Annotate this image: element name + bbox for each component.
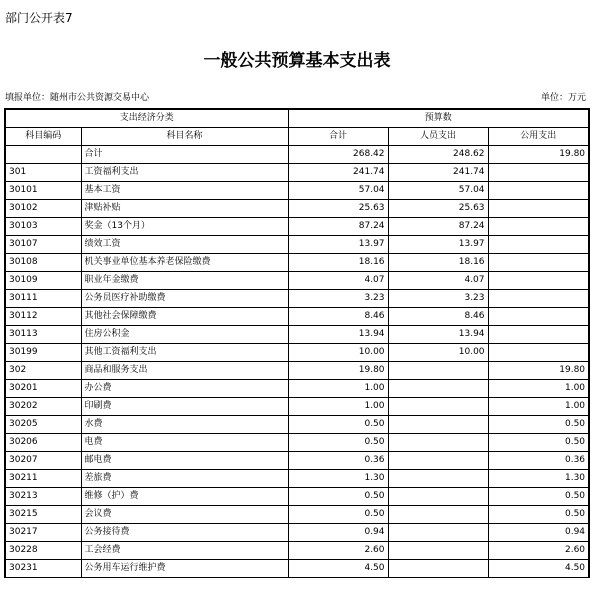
row-public-cell: 19.80 bbox=[488, 146, 589, 164]
row-total-cell: 13.97 bbox=[288, 236, 388, 254]
row-personnel-cell: 57.04 bbox=[388, 182, 488, 200]
row-public-cell: 2.60 bbox=[488, 542, 589, 560]
row-name-cell: 公务接待费 bbox=[81, 524, 288, 542]
row-name-cell: 办公费 bbox=[81, 380, 288, 398]
row-total-cell: 8.46 bbox=[288, 308, 388, 326]
row-code-cell: 30102 bbox=[5, 200, 81, 218]
row-name-cell: 津贴补贴 bbox=[81, 200, 288, 218]
row-name-cell: 合计 bbox=[81, 146, 288, 164]
row-personnel-cell: 18.16 bbox=[388, 254, 488, 272]
row-code-cell: 30112 bbox=[5, 308, 81, 326]
table-row bbox=[5, 272, 589, 290]
classification-group-header: 支出经济分类 bbox=[5, 109, 288, 128]
code-column-header: 科目编码 bbox=[5, 128, 81, 146]
row-public-cell: 0.50 bbox=[488, 506, 589, 524]
row-total-cell: 0.50 bbox=[288, 506, 388, 524]
row-public-cell bbox=[488, 164, 589, 182]
row-code-cell: 30217 bbox=[5, 524, 81, 542]
table-row bbox=[5, 398, 589, 416]
table-number-label: 部门公开表7 bbox=[5, 11, 73, 25]
row-total-cell: 87.24 bbox=[288, 218, 388, 236]
table-row bbox=[5, 218, 589, 236]
row-public-cell: 0.36 bbox=[488, 452, 589, 470]
row-public-cell: 0.50 bbox=[488, 416, 589, 434]
row-personnel-cell: 4.07 bbox=[388, 272, 488, 290]
row-total-cell: 241.74 bbox=[288, 164, 388, 182]
row-public-cell bbox=[488, 236, 589, 254]
row-personnel-cell bbox=[388, 524, 488, 542]
row-public-cell bbox=[488, 218, 589, 236]
row-personnel-cell: 248.62 bbox=[388, 146, 488, 164]
table-row bbox=[5, 182, 589, 200]
row-public-cell: 1.00 bbox=[488, 380, 589, 398]
row-total-cell: 1.00 bbox=[288, 398, 388, 416]
row-code-cell bbox=[5, 146, 81, 164]
row-code-cell: 30207 bbox=[5, 452, 81, 470]
row-public-cell bbox=[488, 326, 589, 344]
row-total-cell: 4.50 bbox=[288, 560, 388, 578]
table-row bbox=[5, 308, 589, 326]
row-code-cell: 30228 bbox=[5, 542, 81, 560]
row-name-cell: 绩效工资 bbox=[81, 236, 288, 254]
row-code-cell: 30211 bbox=[5, 470, 81, 488]
table-row bbox=[5, 164, 589, 182]
budget-expenditure-table bbox=[4, 108, 590, 578]
public-column-header: 公用支出 bbox=[488, 128, 589, 146]
row-total-cell: 0.50 bbox=[288, 434, 388, 452]
row-public-cell bbox=[488, 200, 589, 218]
row-personnel-cell bbox=[388, 542, 488, 560]
total-column-header: 合计 bbox=[288, 128, 388, 146]
row-code-cell: 30111 bbox=[5, 290, 81, 308]
table-row bbox=[5, 290, 589, 308]
currency-unit-label: 单位：万元 bbox=[540, 93, 586, 103]
row-name-cell: 其他工资福利支出 bbox=[81, 344, 288, 362]
table-row bbox=[5, 380, 589, 398]
row-public-cell bbox=[488, 308, 589, 326]
row-total-cell: 10.00 bbox=[288, 344, 388, 362]
table-row bbox=[5, 200, 589, 218]
table-row bbox=[5, 146, 589, 164]
row-public-cell: 4.50 bbox=[488, 560, 589, 578]
row-personnel-cell bbox=[388, 488, 488, 506]
table-row bbox=[5, 560, 589, 578]
row-personnel-cell: 241.74 bbox=[388, 164, 488, 182]
row-public-cell bbox=[488, 290, 589, 308]
row-name-cell: 机关事业单位基本养老保险缴费 bbox=[81, 254, 288, 272]
row-name-cell: 住房公积金 bbox=[81, 326, 288, 344]
row-total-cell: 25.63 bbox=[288, 200, 388, 218]
row-name-cell: 邮电费 bbox=[81, 452, 288, 470]
row-code-cell: 30101 bbox=[5, 182, 81, 200]
row-public-cell: 19.80 bbox=[488, 362, 589, 380]
row-personnel-cell: 8.46 bbox=[388, 308, 488, 326]
budget-group-header: 预算数 bbox=[288, 109, 589, 128]
table-row bbox=[5, 254, 589, 272]
row-personnel-cell: 25.63 bbox=[388, 200, 488, 218]
table-row bbox=[5, 470, 589, 488]
row-personnel-cell: 10.00 bbox=[388, 344, 488, 362]
row-personnel-cell bbox=[388, 398, 488, 416]
row-name-cell: 水费 bbox=[81, 416, 288, 434]
table-row bbox=[5, 488, 589, 506]
row-name-cell: 奖金（13个月） bbox=[81, 218, 288, 236]
row-total-cell: 13.94 bbox=[288, 326, 388, 344]
row-code-cell: 30109 bbox=[5, 272, 81, 290]
table-row bbox=[5, 434, 589, 452]
row-name-cell: 职业年金缴费 bbox=[81, 272, 288, 290]
row-name-cell: 商品和服务支出 bbox=[81, 362, 288, 380]
row-public-cell: 0.94 bbox=[488, 524, 589, 542]
row-total-cell: 0.50 bbox=[288, 416, 388, 434]
row-name-cell: 公务员医疗补助缴费 bbox=[81, 290, 288, 308]
row-code-cell: 30213 bbox=[5, 488, 81, 506]
row-personnel-cell bbox=[388, 416, 488, 434]
row-personnel-cell: 13.97 bbox=[388, 236, 488, 254]
row-total-cell: 0.50 bbox=[288, 488, 388, 506]
row-code-cell: 30231 bbox=[5, 560, 81, 578]
row-name-cell: 维修（护）费 bbox=[81, 488, 288, 506]
table-row bbox=[5, 344, 589, 362]
group-header-row bbox=[5, 109, 589, 128]
row-code-cell: 302 bbox=[5, 362, 81, 380]
row-code-cell: 30202 bbox=[5, 398, 81, 416]
row-personnel-cell bbox=[388, 380, 488, 398]
row-public-cell bbox=[488, 272, 589, 290]
row-total-cell: 3.23 bbox=[288, 290, 388, 308]
table-row bbox=[5, 524, 589, 542]
row-code-cell: 30205 bbox=[5, 416, 81, 434]
table-row bbox=[5, 542, 589, 560]
row-total-cell: 1.30 bbox=[288, 470, 388, 488]
row-name-cell: 印刷费 bbox=[81, 398, 288, 416]
page-title: 一般公共预算基本支出表 bbox=[203, 51, 391, 71]
row-code-cell: 30113 bbox=[5, 326, 81, 344]
row-total-cell: 4.07 bbox=[288, 272, 388, 290]
row-name-cell: 基本工资 bbox=[81, 182, 288, 200]
row-name-cell: 工会经费 bbox=[81, 542, 288, 560]
reporting-unit-label: 填报单位：随州市公共资源交易中心 bbox=[5, 93, 150, 103]
row-public-cell: 0.50 bbox=[488, 434, 589, 452]
table-row bbox=[5, 506, 589, 524]
row-personnel-cell: 87.24 bbox=[388, 218, 488, 236]
row-personnel-cell bbox=[388, 452, 488, 470]
row-code-cell: 30108 bbox=[5, 254, 81, 272]
row-public-cell: 1.00 bbox=[488, 398, 589, 416]
name-column-header: 科目名称 bbox=[81, 128, 288, 146]
row-name-cell: 工资福利支出 bbox=[81, 164, 288, 182]
row-name-cell: 差旅费 bbox=[81, 470, 288, 488]
row-public-cell bbox=[488, 254, 589, 272]
row-total-cell: 57.04 bbox=[288, 182, 388, 200]
row-code-cell: 30199 bbox=[5, 344, 81, 362]
row-name-cell: 会议费 bbox=[81, 506, 288, 524]
row-total-cell: 2.60 bbox=[288, 542, 388, 560]
row-name-cell: 其他社会保障缴费 bbox=[81, 308, 288, 326]
table-row bbox=[5, 362, 589, 380]
row-total-cell: 0.36 bbox=[288, 452, 388, 470]
row-code-cell: 301 bbox=[5, 164, 81, 182]
row-total-cell: 0.94 bbox=[288, 524, 388, 542]
row-code-cell: 30201 bbox=[5, 380, 81, 398]
row-total-cell: 268.42 bbox=[288, 146, 388, 164]
row-personnel-cell: 13.94 bbox=[388, 326, 488, 344]
row-code-cell: 30206 bbox=[5, 434, 81, 452]
row-total-cell: 19.80 bbox=[288, 362, 388, 380]
row-personnel-cell bbox=[388, 560, 488, 578]
table-row bbox=[5, 236, 589, 254]
row-personnel-cell: 3.23 bbox=[388, 290, 488, 308]
row-personnel-cell bbox=[388, 434, 488, 452]
row-public-cell bbox=[488, 344, 589, 362]
table-row bbox=[5, 416, 589, 434]
row-public-cell: 1.30 bbox=[488, 470, 589, 488]
row-personnel-cell bbox=[388, 362, 488, 380]
row-public-cell bbox=[488, 182, 589, 200]
row-personnel-cell bbox=[388, 470, 488, 488]
column-header-row bbox=[5, 128, 589, 146]
row-code-cell: 30103 bbox=[5, 218, 81, 236]
row-name-cell: 电费 bbox=[81, 434, 288, 452]
row-personnel-cell bbox=[388, 506, 488, 524]
table-row bbox=[5, 326, 589, 344]
row-name-cell: 公务用车运行维护费 bbox=[81, 560, 288, 578]
row-public-cell: 0.50 bbox=[488, 488, 589, 506]
row-code-cell: 30215 bbox=[5, 506, 81, 524]
row-total-cell: 18.16 bbox=[288, 254, 388, 272]
personnel-column-header: 人员支出 bbox=[388, 128, 488, 146]
table-row bbox=[5, 452, 589, 470]
row-total-cell: 1.00 bbox=[288, 380, 388, 398]
row-code-cell: 30107 bbox=[5, 236, 81, 254]
